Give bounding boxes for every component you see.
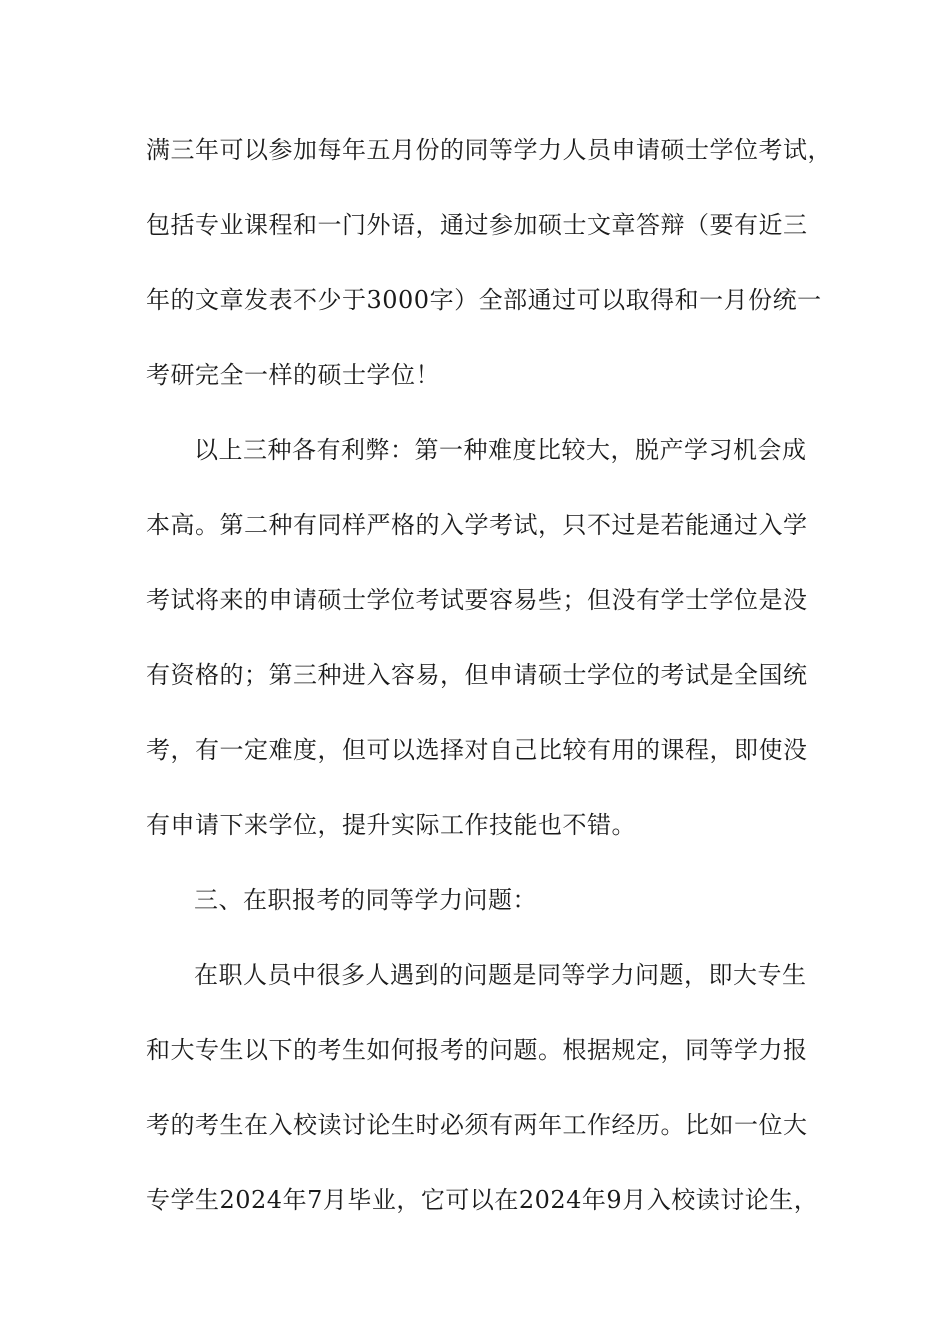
- text-line: 和大专生以下的考生如何报考的问题。根据规定，同等学力报: [146, 1036, 808, 1064]
- text-line: 年的文章发表不少于3000字）全部通过可以取得和一月份统一: [146, 286, 822, 314]
- text-line: 有资格的；第三种进入容易，但申请硕士学位的考试是全国统: [146, 661, 808, 689]
- paragraph-first-line: 在职人员中很多人遇到的问题是同等学力问题，即大专生: [194, 961, 807, 989]
- text-line: 专学生2024年7月毕业，它可以在2024年9月入校读讨论生，: [146, 1186, 819, 1214]
- text-line: 考研完全一样的硕士学位！: [146, 361, 440, 389]
- text-line: 本高。第二种有同样严格的入学考试，只不过是若能通过入学: [146, 511, 808, 539]
- text-line: 考的考生在入校读讨论生时必须有两年工作经历。比如一位大: [146, 1111, 808, 1139]
- text-line: 满三年可以参加每年五月份的同等学力人员申请硕士学位考试，: [146, 136, 832, 164]
- paragraph-first-line: 以上三种各有利弊：第一种难度比较大，脱产学习机会成: [194, 436, 807, 464]
- text-line: 考，有一定难度，但可以选择对自己比较有用的课程，即使没: [146, 736, 808, 764]
- text-line: 包括专业课程和一门外语，通过参加硕士文章答辩（要有近三: [146, 211, 808, 239]
- text-line: 有申请下来学位，提升实际工作技能也不错。: [146, 811, 636, 839]
- section-heading: 三、在职报考的同等学力问题：: [194, 886, 537, 914]
- text-line: 考试将来的申请硕士学位考试要容易些；但没有学士学位是没: [146, 586, 808, 614]
